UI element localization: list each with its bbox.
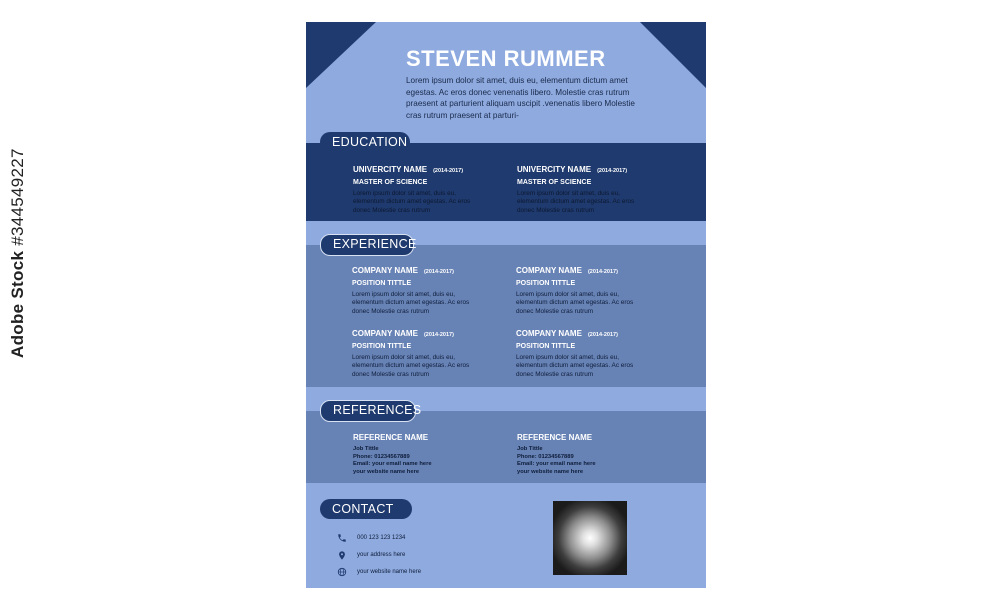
experience-years: (2014-2017) (587, 269, 618, 275)
reference-email: Email: your email name here (353, 461, 432, 468)
contact-website: your website name here (357, 569, 422, 575)
profile-photo-placeholder (553, 501, 627, 575)
company-name: COMPANY NAME (516, 329, 582, 338)
reference-job: Job Tittle (353, 446, 379, 452)
reference-phone: Phone: 01234567889 (517, 453, 574, 460)
references-heading: REFERENCES (320, 400, 416, 422)
education-description: Lorem ipsum dolor sit amet, duis eu, elementum dictum amet egestas. Ac eros donec Molestie cras rutrum (517, 190, 635, 214)
globe-icon (336, 566, 348, 578)
corner-decoration-left (306, 22, 376, 88)
contact-address: your address here (357, 552, 406, 558)
education-entry (517, 165, 667, 215)
experience-years: (2014-2017) (423, 269, 454, 275)
reference-name: REFERENCE NAME (353, 433, 429, 442)
reference-website: your website name here (517, 468, 584, 475)
contact-address-row (336, 548, 405, 562)
reference-website: your website name here (353, 468, 420, 475)
corner-decoration-right (640, 22, 706, 88)
reference-phone: Phone: 01234567889 (353, 453, 410, 460)
education-years: (2014-2017) (433, 168, 464, 174)
experience-years: (2014-2017) (423, 332, 454, 338)
position-title: POSITION TITTLE (352, 280, 412, 287)
experience-heading: EXPERIENCE (320, 234, 414, 256)
position-title: POSITION TITTLE (352, 343, 412, 350)
reference-entry (517, 433, 667, 476)
experience-description: Lorem ipsum dolor sit amet, duis eu, elementum dictum amet egestas. Ac eros donec Molestie cras rutrum (516, 291, 634, 315)
experience-entry (352, 266, 502, 316)
experience-description: Lorem ipsum dolor sit amet, duis eu, elementum dictum amet egestas. Ac eros donec Molestie cras rutrum (352, 354, 470, 378)
position-title: POSITION TITTLE (516, 280, 576, 287)
location-pin-icon (336, 549, 348, 561)
degree: MASTER OF SCIENCE (517, 179, 592, 186)
experience-entry (352, 329, 502, 379)
company-name: COMPANY NAME (352, 266, 418, 275)
experience-description: Lorem ipsum dolor sit amet, duis eu, elementum dictum amet egestas. Ac eros donec Molestie cras rutrum (516, 354, 634, 378)
company-name: COMPANY NAME (352, 329, 418, 338)
reference-email: Email: your email name here (517, 461, 596, 468)
contact-heading: CONTACT (320, 499, 412, 519)
position-title: POSITION TITTLE (516, 343, 576, 350)
stock-id-watermark (8, 148, 28, 358)
experience-description: Lorem ipsum dolor sit amet, duis eu, elementum dictum amet egestas. Ac eros donec Molestie cras rutrum (352, 291, 470, 315)
experience-entry (516, 329, 666, 379)
reference-entry (353, 433, 503, 476)
contact-phone: 000 123 123 1234 (357, 535, 406, 541)
university-name: UNIVERCITY NAME (517, 165, 592, 174)
contact-phone-row (336, 531, 405, 545)
education-description: Lorem ipsum dolor sit amet, duis eu, elementum dictum amet egestas. Ac eros donec Molestie cras rutrum (353, 190, 471, 214)
education-heading: EDUCATION (320, 132, 410, 152)
reference-name: REFERENCE NAME (517, 433, 593, 442)
adobe-stock-logo: Adobe Stock (8, 250, 27, 358)
resume-page (306, 22, 706, 588)
stock-image-id: #344549227 (8, 148, 27, 246)
education-years: (2014-2017) (597, 168, 628, 174)
intro-text: Lorem ipsum dolor sit amet, duis eu, elementum dictum amet egestas. Ac eros donec venenatis libero. Molestie cras rutrum praesent at parturient aliquam uscipit .venenatis libero Molestie cras rutrum praesent at parturi- (406, 76, 635, 120)
phone-icon (336, 532, 348, 544)
resume-name: STEVEN RUMMER (406, 46, 606, 71)
company-name: COMPANY NAME (516, 266, 582, 275)
degree: MASTER OF SCIENCE (353, 179, 428, 186)
contact-website-row (336, 565, 421, 579)
experience-years: (2014-2017) (587, 332, 618, 338)
university-name: UNIVERCITY NAME (353, 165, 428, 174)
education-entry (353, 165, 503, 215)
reference-job: Job Tittle (517, 446, 543, 452)
experience-entry (516, 266, 666, 316)
